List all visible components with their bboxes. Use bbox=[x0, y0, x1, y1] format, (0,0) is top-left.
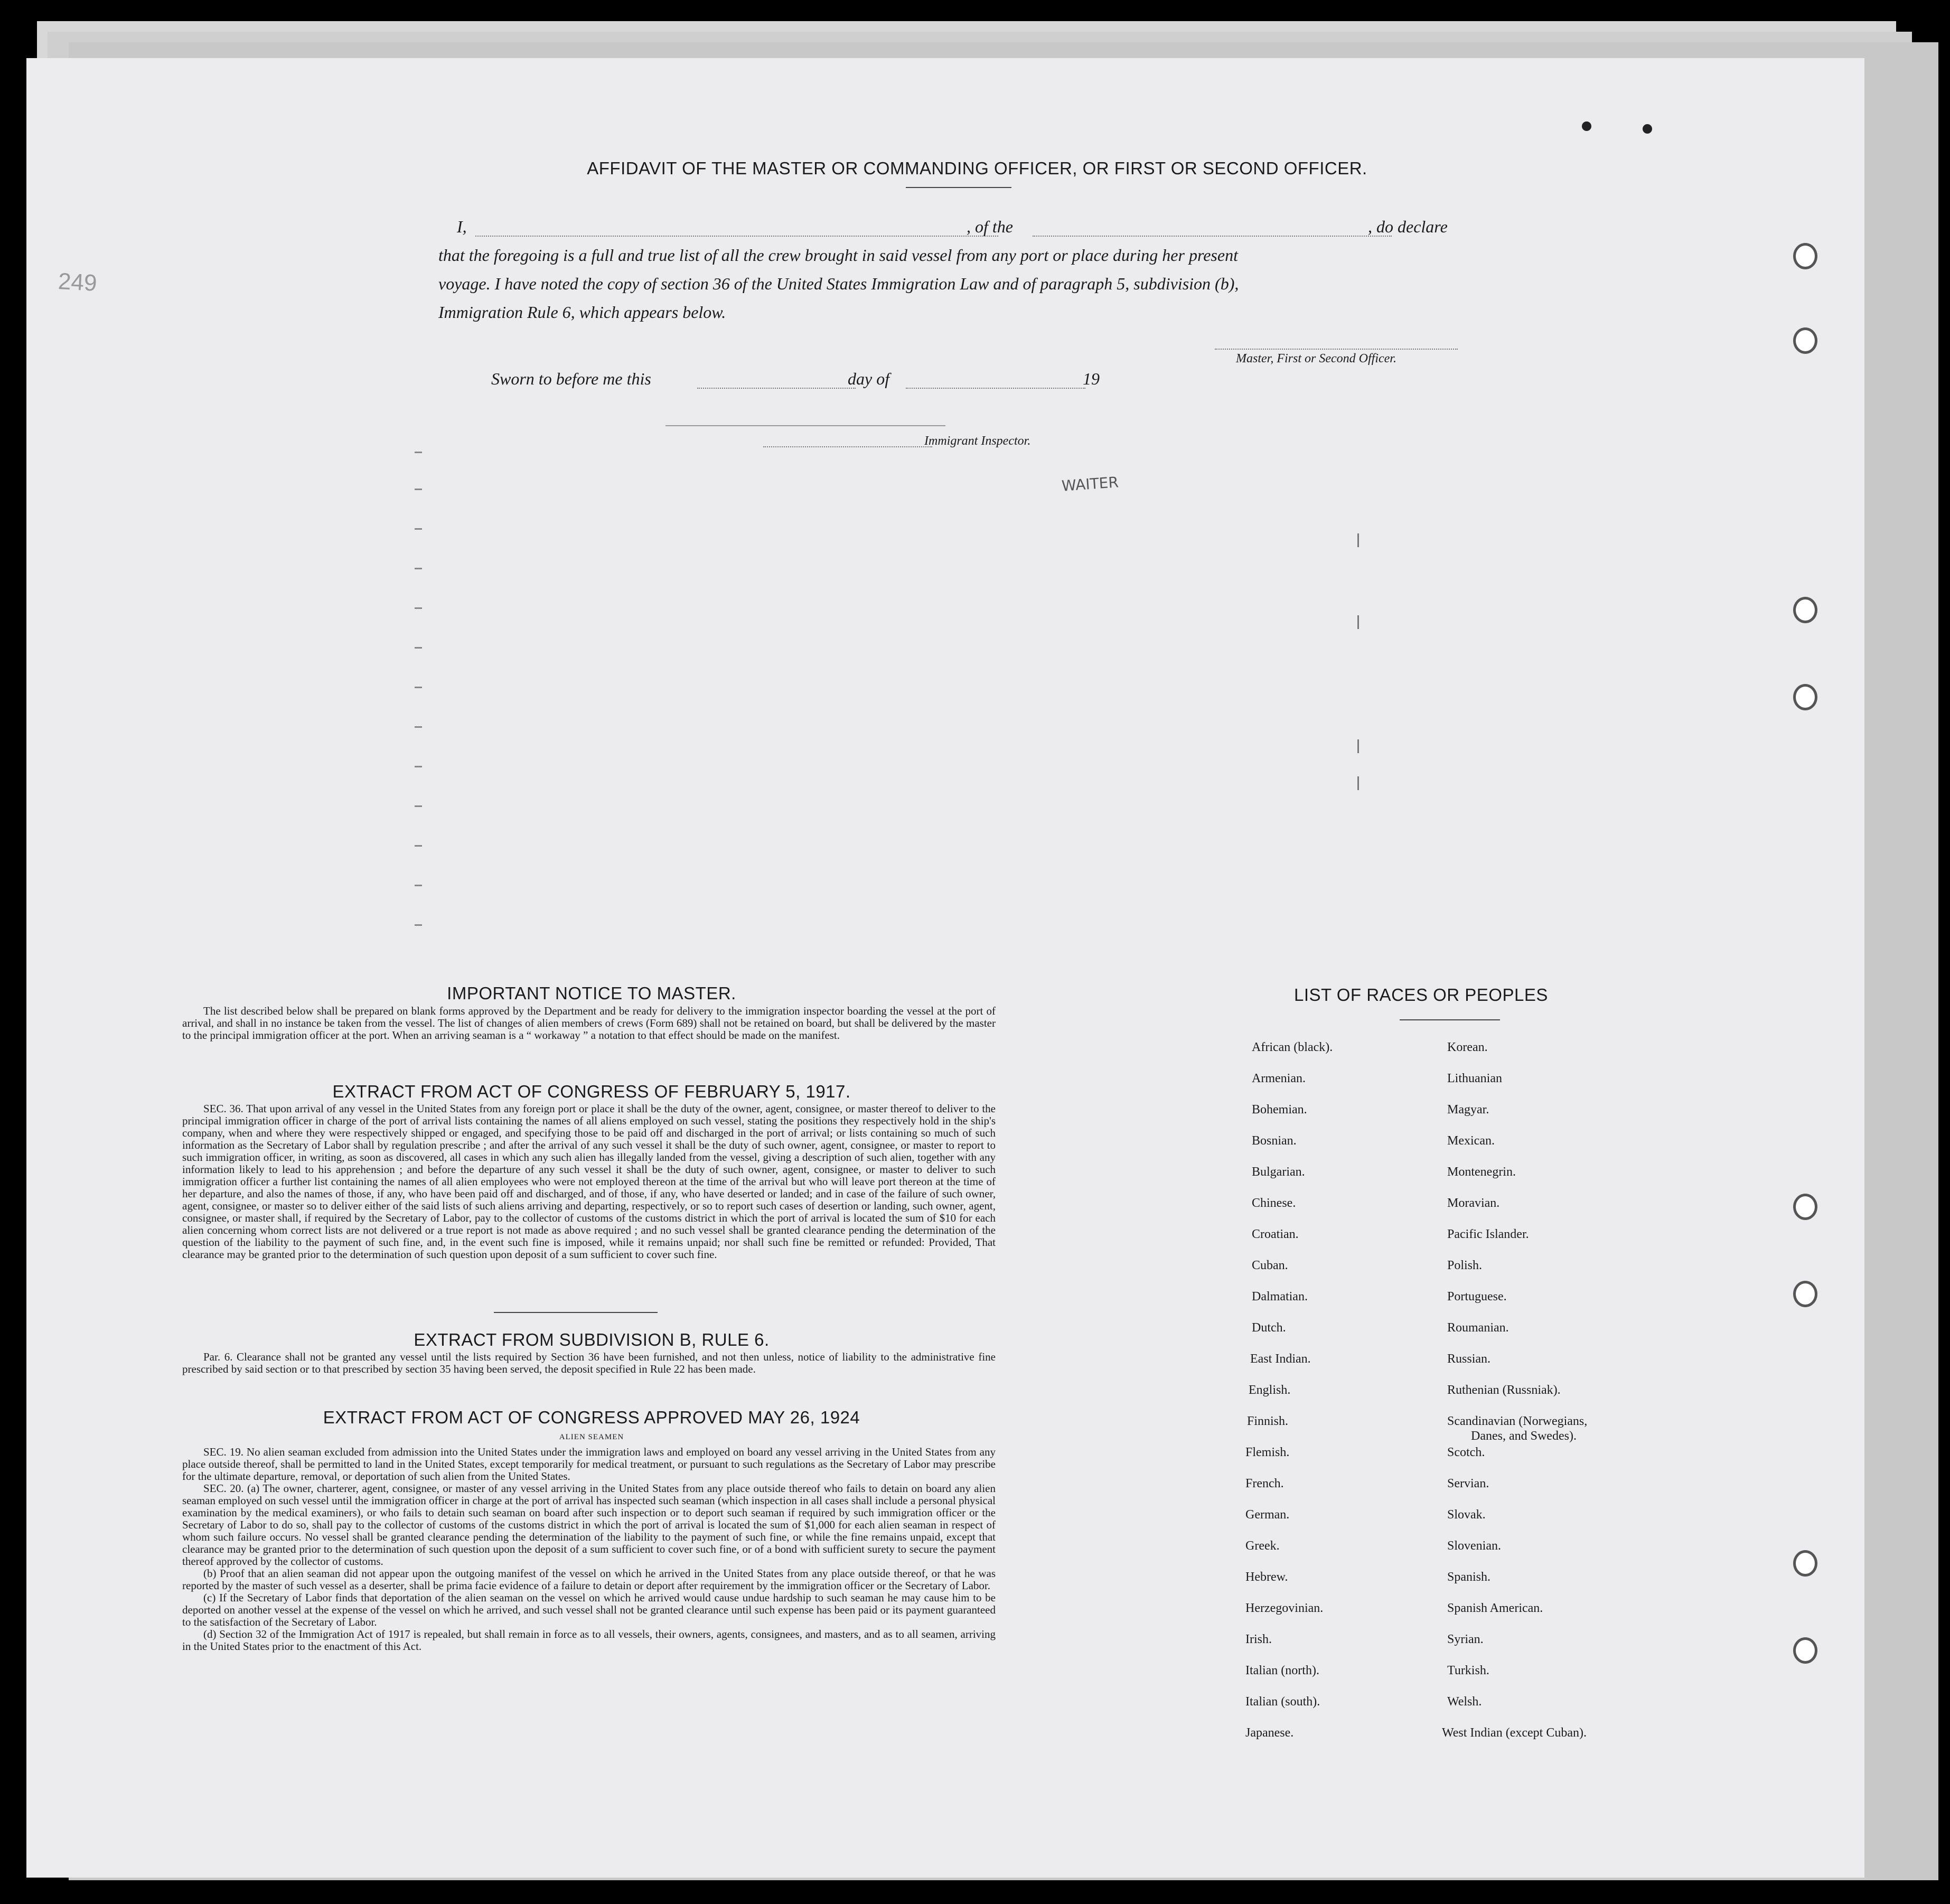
affidavit-of-the: , of the bbox=[967, 217, 1013, 236]
race-item-right: Servian. bbox=[1447, 1477, 1489, 1490]
punch-hole-icon bbox=[1793, 243, 1817, 269]
punch-hole-icon bbox=[1793, 1637, 1817, 1664]
race-item-right: Korean. bbox=[1447, 1040, 1488, 1054]
inspector-rule bbox=[665, 425, 945, 426]
punch-hole-icon bbox=[1793, 597, 1817, 623]
extract-1924-title: EXTRACT FROM ACT OF CONGRESS APPROVED MAY 26, 1924 bbox=[323, 1408, 860, 1427]
race-item-left: Irish. bbox=[1245, 1633, 1272, 1646]
punch-hole-icon bbox=[1793, 684, 1817, 710]
race-item-right: Montenegrin. bbox=[1447, 1165, 1516, 1179]
extract-1917-body: SEC. 36. That upon arrival of any vessel in the United States from any foreign port or place it shall be the duty of the owner, agent, consignee, or master thereof to deliver to the principal immigration officer in charge of the port of arrival lists containing the names of all aliens employed on such vessel, stating the positions they respectively hold in the ship's company, when and where they were respectively shipped or engaged, and specifying those to be paid off and discharged in the port of arrival; or lists containing so much of such information as the Secretary of Labor shall by regulation prescribe ; and after the arrival of any such vessel it shall be the duty of such owner, agent, consignee, or master to report to such immigration officer, in writing, as soon as discovered, all cases in which any such alien has illegally landed from the vessel, giving a description of such alien, together with any information likely to lead to his apprehension ; and before the departure of any such vessel it shall be the duty of such owner, agent, consignee, or master to deliver to such immigration officer a further list containing the names of all alien employees who were not employed thereon at the time of the arrival but who will leave port thereon at the time of her departure, and also the names of those, if any, who have been paid off and discharged, and of those, if any, who have deserted or landed; and in case of the failure of such owner, agent, consignee, or master so to deliver either of the said lists of such aliens arriving and departing, respectively, or so to report such cases of desertion or landing, such owner, agent, consignee, or master shall, if required by the Secretary of Labor, pay to the collector of customs of the customs district in which the port of arrival is located the sum of $10 for each alien concerning whom correct lists are not delivered or a true report is not made as above required ; and no such vessel shall be granted clearance pending the determination of the question of the liability to the payment of such fine, and, in the event such fine is imposed, while it remains unpaid; nor shall such fine be remitted or refunded: Provided, That clearance may be granted prior to the determination of such question upon deposit of a sum sufficient to cover such fine. bbox=[182, 1102, 996, 1261]
row-dash bbox=[415, 805, 422, 807]
row-dash bbox=[415, 489, 422, 490]
race-item-left: Finnish. bbox=[1247, 1414, 1289, 1428]
race-item-left: English. bbox=[1249, 1383, 1291, 1397]
race-item-left: Dalmatian. bbox=[1252, 1290, 1308, 1303]
race-item-left: Bulgarian. bbox=[1252, 1165, 1305, 1179]
extract-rule6-body: Par. 6. Clearance shall not be granted any vessel until the lists required by Section 36 have been furnished, and not then unless, notice of liability to the administrative fine prescribed by said section or to that prescribed by section 35 having been served, the deposit specified in Rule 22 has been made. bbox=[182, 1350, 996, 1375]
race-item-left: Bosnian. bbox=[1252, 1134, 1297, 1148]
section-rule bbox=[494, 1312, 658, 1313]
extract-1924-body bbox=[182, 1446, 996, 1653]
row-dash bbox=[415, 607, 422, 609]
inspector-caption: Immigrant Inspector. bbox=[924, 434, 1031, 448]
margin-number: 249 bbox=[57, 268, 98, 296]
handwritten-stamp: WAITER bbox=[1061, 473, 1119, 495]
race-item-left: Armenian. bbox=[1252, 1072, 1306, 1085]
sworn-day-of: day of bbox=[848, 369, 890, 388]
vessel-blank-line bbox=[1033, 236, 1392, 237]
extract-rule6-title: EXTRACT FROM SUBDIVISION B, RULE 6. bbox=[414, 1330, 770, 1349]
race-item-right: Portuguese. bbox=[1447, 1290, 1507, 1303]
row-dash bbox=[415, 452, 422, 453]
race-item-right: Lithuanian bbox=[1447, 1072, 1502, 1085]
race-item-right: Spanish American. bbox=[1447, 1601, 1543, 1615]
race-item-left: Hebrew. bbox=[1245, 1570, 1288, 1584]
race-item-right: West Indian (except Cuban). bbox=[1442, 1726, 1587, 1740]
affidavit-line3: voyage. I have noted the copy of section 36 of the United States Immigration Law and of paragraph 5, subdivision (b), bbox=[438, 274, 1239, 293]
sworn-year: 19 bbox=[1083, 369, 1100, 388]
race-item-left: African (black). bbox=[1252, 1040, 1333, 1054]
bleed-tick bbox=[1357, 533, 1359, 547]
race-item-left: Flemish. bbox=[1245, 1446, 1290, 1459]
race-item-right: Moravian. bbox=[1447, 1196, 1500, 1210]
race-item-right: Syrian. bbox=[1447, 1633, 1484, 1646]
race-item-left: French. bbox=[1245, 1477, 1284, 1490]
race-item-right: Polish. bbox=[1447, 1259, 1483, 1272]
row-dash bbox=[415, 647, 422, 649]
race-item-left: Chinese. bbox=[1252, 1196, 1296, 1210]
race-item-left: Italian (north). bbox=[1245, 1664, 1319, 1677]
affidavit-title: AFFIDAVIT OF THE MASTER OR COMMANDING OFFICER, OR FIRST OR SECOND OFFICER. bbox=[587, 158, 1367, 178]
race-item-right: Turkish. bbox=[1447, 1664, 1489, 1677]
race-item-right: Mexican. bbox=[1447, 1134, 1495, 1148]
bleed-tick bbox=[1357, 739, 1359, 753]
race-item-right: Scandinavian (Norwegians, bbox=[1447, 1414, 1588, 1428]
sec20a-text: SEC. 20. (a) The owner, charterer, agent, consignee, or master of any vessel arriving in the United States from any place outside thereof who fails to detain on board any alien seaman employed on such vessel until the immigration officer in charge at the port of arrival has inspected such seaman (which inspection in all cases shall include a personal physical examination by the medical examiners), or who fails to detain such seaman on board after such inspection or to deport such seaman if required by such immigration officer or the Secretary of Labor to do so, shall pay to the collector of customs of the customs district in which the port of arrival is located the sum of $1,000 for each alien seaman in respect of whom such failure occurs. No vessel shall be granted clearance pending the determination of the liability to the payment of such fine, or while the fine remains unpaid, except that clearance may be granted prior to the determination of such question upon the deposit of a sum sufficient to cover such fine, or of a bond with sufficient surety to secure the payment thereof approved by the collector of customs. bbox=[182, 1482, 996, 1568]
bleed-tick bbox=[1357, 615, 1359, 629]
binding-dot-icon bbox=[1582, 121, 1591, 131]
sec20b-text: (b) Proof that an alien seaman did not appear upon the outgoing manifest of the vessel on which he arrived in the United States from any place outside thereof, or that he was reported by the master of such vessel as a deserter, shall be prima facie evidence of a failure to detain or deport after requirement by the immigration officer or the Secretary of Labor. bbox=[182, 1567, 996, 1592]
signature-caption: Master, First or Second Officer. bbox=[1236, 352, 1396, 365]
race-item-left: Greek. bbox=[1245, 1539, 1280, 1553]
race-item-right: Danes, and Swedes). bbox=[1471, 1429, 1577, 1443]
affidavit-declare: , do declare bbox=[1368, 217, 1448, 236]
row-dash bbox=[415, 528, 422, 530]
race-item-right: Slovak. bbox=[1447, 1508, 1486, 1522]
row-dash bbox=[415, 687, 422, 688]
race-item-right: Spanish. bbox=[1447, 1570, 1491, 1584]
signature-blank-line bbox=[1215, 349, 1458, 350]
bleed-tick bbox=[1357, 776, 1359, 790]
title-rule bbox=[906, 187, 1011, 188]
punch-hole-icon bbox=[1793, 1194, 1817, 1220]
row-dash bbox=[415, 845, 422, 847]
race-item-left: East Indian. bbox=[1250, 1352, 1311, 1366]
punch-hole-icon bbox=[1793, 1550, 1817, 1577]
affidavit-line2: that the foregoing is a full and true list of all the crew brought in said vessel from any port or place during her present bbox=[438, 246, 1238, 265]
race-item-left: Cuban. bbox=[1252, 1259, 1288, 1272]
row-dash bbox=[415, 885, 422, 886]
race-item-left: Italian (south). bbox=[1245, 1695, 1320, 1709]
affidavit-line4: Immigration Rule 6, which appears below. bbox=[438, 303, 726, 322]
punch-hole-icon bbox=[1793, 1281, 1817, 1307]
race-item-right: Scotch. bbox=[1447, 1446, 1485, 1459]
row-dash bbox=[415, 924, 422, 926]
name-blank-line bbox=[475, 236, 998, 237]
notice-body: The list described below shall be prepared on blank forms approved by the Department and be ready for delivery to the immigration inspector boarding the vessel at the port of arrival, and shall in no instance be taken from the vessel. The list of changes of alien members of crews (Form 689) shall not be retained on board, but shall be delivered by the master to the principal immigration officer at the port. When an arriving seaman is a “ workaway ” a notation to that effect should be made on the manifest. bbox=[182, 1005, 996, 1042]
sworn-prefix: Sworn to before me this bbox=[491, 369, 651, 388]
race-item-right: Russian. bbox=[1447, 1352, 1491, 1366]
document-page bbox=[26, 58, 1864, 1878]
row-dash bbox=[415, 726, 422, 728]
row-dash bbox=[415, 568, 422, 569]
race-item-right: Welsh. bbox=[1447, 1695, 1482, 1709]
races-rule bbox=[1400, 1019, 1500, 1020]
races-title: LIST OF RACES OR PEOPLES bbox=[1294, 985, 1548, 1005]
race-item-left: Bohemian. bbox=[1252, 1103, 1307, 1117]
sec20d-text: (d) Section 32 of the Immigration Act of 1917 is repealed, but shall remain in force as to all vessels, their owners, agents, consignees, and masters, and as to all seamen, arriving in the United States prior to the enactment of this Act. bbox=[182, 1628, 996, 1653]
extract-1924-subtitle: ALIEN SEAMEN bbox=[559, 1433, 624, 1441]
race-item-left: Herzegovinian. bbox=[1245, 1601, 1324, 1615]
binding-dot-icon bbox=[1643, 124, 1652, 134]
sec20c-text: (c) If the Secretary of Labor finds that deportation of the alien seaman on the vessel on which he arrived would cause undue hardship to such seaman he may cause him to be deported on another vessel at the expense of the vessel on which he arrived, and such vessel shall not be granted clearance until such expense has been paid or its payment guaranteed to the satisfaction of the Secretary of Labor. bbox=[182, 1591, 996, 1628]
sec19-text: SEC. 19. No alien seaman excluded from admission into the United States under the immigration laws and employed on board any vessel arriving in the United States from any place outside thereof, shall be permitted to land in the United States, except temporarily for medical treatment, or pursuant to such regulations as the Secretary of Labor may prescribe for the ultimate departure, removal, or deportation of such alien from the United States. bbox=[182, 1446, 996, 1483]
race-item-right: Slovenian. bbox=[1447, 1539, 1501, 1553]
race-item-right: Magyar. bbox=[1447, 1103, 1489, 1117]
sworn-month-blank bbox=[906, 388, 1085, 389]
notice-title: IMPORTANT NOTICE TO MASTER. bbox=[447, 983, 736, 1003]
race-item-right: Roumanian. bbox=[1447, 1321, 1509, 1335]
race-item-left: Japanese. bbox=[1245, 1726, 1294, 1740]
race-item-right: Pacific Islander. bbox=[1447, 1227, 1529, 1241]
race-item-right: Ruthenian (Russniak). bbox=[1447, 1383, 1561, 1397]
race-item-left: Croatian. bbox=[1252, 1227, 1299, 1241]
extract-1917-title: EXTRACT FROM ACT OF CONGRESS OF FEBRUARY 5, 1917. bbox=[332, 1082, 851, 1101]
affidavit-i: I, bbox=[457, 217, 467, 236]
sworn-day-blank bbox=[697, 388, 856, 389]
row-dash bbox=[415, 766, 422, 767]
punch-hole-icon bbox=[1793, 327, 1817, 354]
race-item-left: German. bbox=[1245, 1508, 1290, 1522]
race-item-left: Dutch. bbox=[1252, 1321, 1286, 1335]
inspector-blank-line bbox=[763, 446, 932, 447]
